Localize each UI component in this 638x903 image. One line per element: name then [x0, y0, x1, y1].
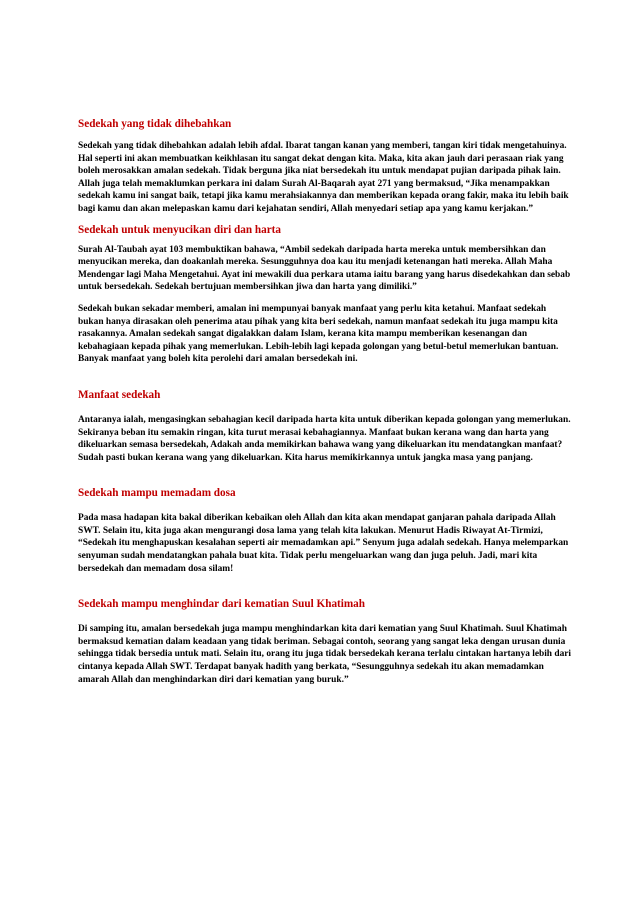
section-heading-5: Sedekah mampu menghindar dari kematian Suul Khatimah [78, 598, 366, 611]
section-heading-1: Sedekah yang tidak dihebahkan [78, 118, 232, 130]
section-heading-2: Sedekah untuk menyucikan diri dan harta [78, 223, 281, 236]
section-paragraph-1: Sedekah yang tidak dihebahkan adalah lebih afdal. Ibarat tangan kanan yang memberi, tangan kiri tidak mengetahuinya. Hal seperti ini akan membuatkan keikhlasan itu sangat dekat dengan kita. Maka, kita akan jauh dari perasaan riak yang boleh merosakkan amalan sedekah. Tidak berguna jika niat bersedekah itu untuk mendapat pujian daripada pihak lain. Allah juga telah memaklumkan perkara ini dalam Surah Al-Baqarah ayat 271 yang bermaksud, “Jika menampakkan sedekah kamu ini sangat baik, tetapi jika kamu merahsiakannya dan memberikan kepada orang fakir, maka itu lebih baik bagi kamu dan akan melepaskan kamu dari kejahatan sendiri, Allah menyedari setiap apa yang kamu kerjakan.” [78, 141, 569, 214]
section-paragraph-2b: Sedekah bukan sekadar memberi, amalan ini mempunyai banyak manfaat yang perlu kita ketahui. Manfaat sedekah bukan hanya dirasakan oleh penerima atau pihak yang kita beri sedekah, namun manfaat sedekah itu juga mampu kita rasakannya. Amalan sedekah sangat digalakkan dalam Islam, kerana kita mampu memberikan kesenangan dan kebahagiaan kepada pihak yang memerlukan. Lebih-lebih lagi kepada golongan yang betul-betul memerlukan bantuan. Banyak manfaat yang boleh kita perolehi dari amalan bersedekah ini. [78, 303, 559, 365]
section-heading-3: Manfaat sedekah [78, 388, 161, 401]
section-paragraph-5: Di samping itu, amalan bersedekah juga mampu menghindarkan kita dari kematian yang Suul Khatimah. Suul Khatimah bermaksud kematian dalam keadaan yang tidak beriman. Sebagai contoh, seorang yang sangat leka dengan urusan dunia sehingga tidak bersedia untuk mati. Selain itu, orang itu juga tidak bersedekah kerana terlalu cintakan hartanya lebih dari cintanya kepada Allah SWT. Terdapat banyak hadith yang berkata, “Sesungguhnya sedekah itu akan memadamkan amarah Allah dan menghindarkan diri dari kematian yang buruk.” [78, 624, 572, 685]
section-heading-4: Sedekah mampu memadam dosa [78, 487, 236, 500]
document-page [78, 117, 572, 686]
section-paragraph-4: Pada masa hadapan kita bakal diberikan kebaikan oleh Allah dan kita akan mendapat ganjaran pahala daripada Allah SWT. Selain itu, kita juga akan mengurangi dosa lama yang telah kita lakukan. Menurut Hadis Riwayat At-Tirmizi, “Sedekah itu menghapuskan kesalahan seperti air memadamkan api.” Senyum juga adalah sedekah. Hanya melemparkan senyuman sudah mendatangkan pahala buat kita. Tidak perlu mengeluarkan wang dan juga peluh. Jadi, mari kita bersedekah dan memadam dosa silam! [78, 513, 569, 574]
section-paragraph-2a: Surah Al-Taubah ayat 103 membuktikan bahawa, “Ambil sedekah daripada harta mereka untuk membersihkan dan menyucikan mereka, dan doakanlah mereka. Sesungguhnya doa kau itu menjadi ketenangan hati mereka. Allah Maha Mendengar lagi Maha Mengetahui. Ayat ini mewakili dua perkara utama iaitu barang yang harus disedekahkan dan sebab untuk bersedekah. Sedekah bertujuan membersihkan jiwa dan harta yang dimiliki.” [78, 244, 571, 293]
section-paragraph-3: Antaranya ialah, mengasingkan sebahagian kecil daripada harta kita untuk diberikan kepada golongan yang memerlukan. Sekiranya beban itu semakin ringan, kita turut merasai kebahagiannya. Manfaat bukan kerana wang dan harta yang dikeluarkan semasa bersedekah, Adakah anda memikirkan bahawa wang yang dikeluarkan itu mendatangkan manfaat? Sudah pasti bukan kerana wang yang dikeluarkan. Kita harus memikirkannya untuk jangka masa yang panjang. [78, 414, 571, 463]
